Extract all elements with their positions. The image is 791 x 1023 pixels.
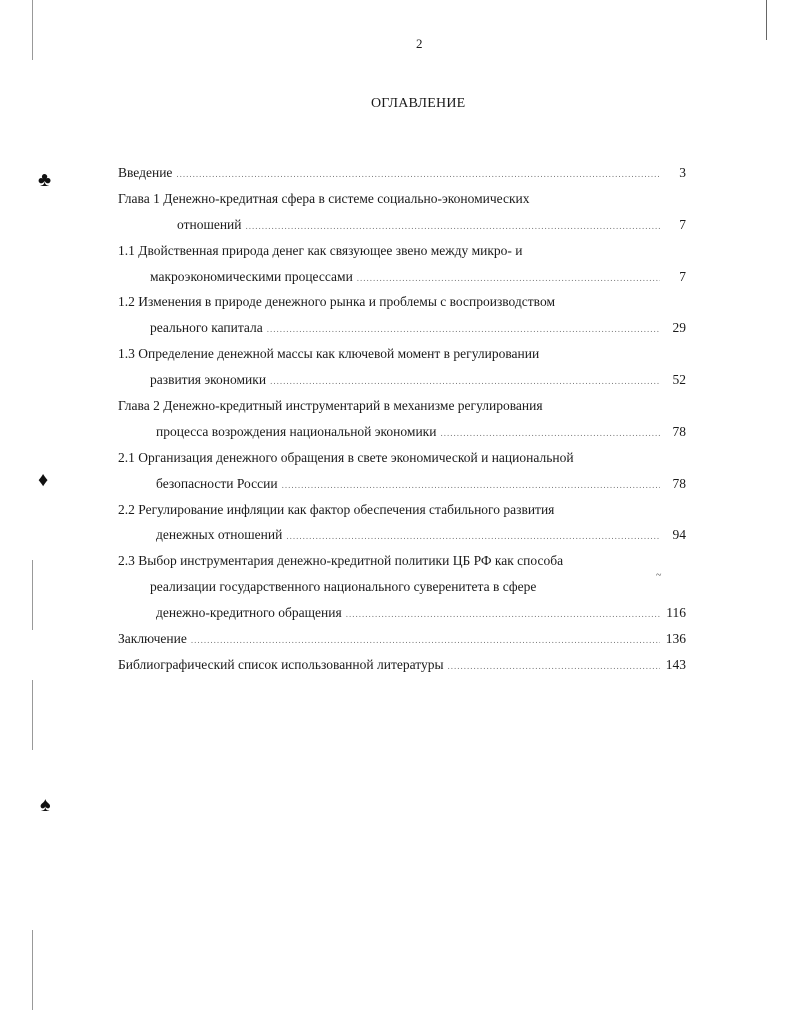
- toc-entry[interactable]: денежно-кредитного обращения ..... 116: [118, 602, 686, 628]
- toc-entry[interactable]: 2.3 Выбор инструментария денежно-кредитной политики ЦБ РФ как способа: [118, 553, 564, 569]
- toc-entry[interactable]: отношений ..... 7: [118, 214, 686, 240]
- binder-hole-mark: ♠: [40, 794, 51, 816]
- scan-edge-left: [32, 560, 33, 630]
- toc-entry[interactable]: 1.1 Двойственная природа денег как связующее звено между микро- и: [118, 242, 523, 258]
- binder-hole-mark: ♦: [38, 469, 49, 491]
- toc-title: ОГЛАВЛЕНИЕ: [371, 96, 466, 111]
- binder-hole-mark: ♣: [38, 169, 52, 191]
- toc-entry[interactable]: 2.1 Организация денежного обращения в свете экономической и национальной: [118, 449, 574, 465]
- toc-entry[interactable]: макроэкономическими процессами ..... 7: [118, 266, 686, 292]
- toc-entry[interactable]: 1.2 Изменения в природе денежного рынка и проблемы с воспроизводством: [118, 294, 555, 310]
- toc-entry[interactable]: 2.2 Регулирование инфляции как фактор обеспечения стабильного развития: [118, 501, 555, 517]
- toc-entry[interactable]: Глава 2 Денежно-кредитный инструментарий в механизме регулирования: [118, 398, 543, 414]
- toc-entry[interactable]: безопасности России ..... 78: [118, 473, 686, 499]
- toc-entry[interactable]: 1.3 Определение денежной массы как ключевой момент в регулировании: [118, 346, 540, 362]
- toc-entry[interactable]: Заключение ..... 136: [118, 628, 686, 654]
- toc-entry[interactable]: Библиографический список использованной литературы ..... 143: [118, 654, 686, 680]
- toc-entry[interactable]: Глава 1 Денежно-кредитная сфера в системе социально-экономических: [118, 190, 530, 206]
- toc-entry[interactable]: реального капитала ..... 29: [118, 317, 686, 343]
- page-number: 2: [416, 36, 423, 51]
- scan-speck: ~: [656, 570, 662, 581]
- toc-entry[interactable]: развития экономики ..... 52: [118, 369, 686, 395]
- toc-entry[interactable]: процесса возрождения национальной экономики ..... 78: [118, 421, 686, 447]
- scan-edge-right: [766, 0, 767, 40]
- table-of-contents: [118, 162, 686, 680]
- toc-entry[interactable]: реализации государственного национального суверенитета в сфере: [150, 579, 537, 595]
- scan-edge-left: [32, 930, 33, 1010]
- toc-entry[interactable]: денежных отношений ..... 94: [118, 524, 686, 550]
- toc-entry[interactable]: Введение ..... 3: [118, 162, 686, 188]
- scan-edge-left: [32, 680, 33, 750]
